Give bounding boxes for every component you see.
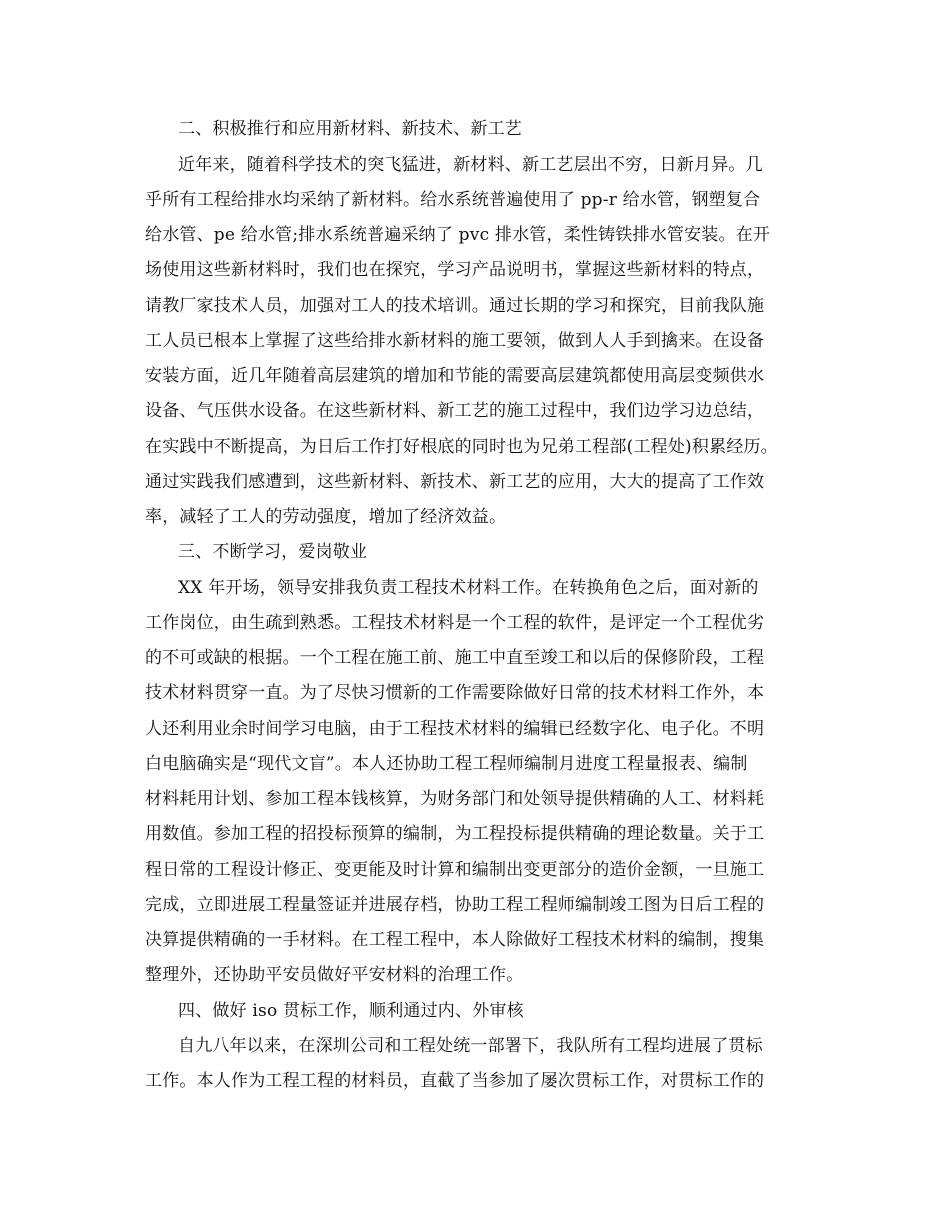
- paragraph-line: 白电脑确实是“现代文盲”。本人还协助工程工程师编制月进度工程量报表、编制: [145, 754, 748, 774]
- section-heading: 三、不断学习，爱岗敬业: [178, 542, 368, 562]
- paragraph-line: 人还利用业余时间学习电脑，由于工程技术材料的编辑已经数字化、电子化。不明: [145, 719, 765, 739]
- paragraph-line: 用数值。参加工程的招投标预算的编制，为工程投标提供精确的理论数量。关于工: [145, 824, 765, 844]
- paragraph-line: 技术材料贯穿一直。为了尽快习惯新的工作需要除做好日常的技术材料工作外，本: [145, 683, 765, 703]
- paragraph-line: 自九八年以来，在深圳公司和工程处统一部署下，我队所有工程均进展了贯标: [178, 1036, 763, 1056]
- paragraph-line: 在实践中不断提高，为日后工作打好根底的同时也为兄弟工程部(工程处)积累经历。: [145, 437, 778, 457]
- paragraph-line: 完成，立即进展工程量签证并进展存档，协助工程工程师编制竣工图为日后工程的: [145, 895, 765, 915]
- paragraph-line: 场使用这些新材料时，我们也在探究，学习产品说明书，掌握这些新材料的特点，: [145, 260, 765, 280]
- paragraph-line: 工作。本人作为工程工程的材料员，直截了当参加了屡次贯标工作，对贯标工作的: [145, 1071, 765, 1091]
- paragraph-line: 安装方面，近几年随着高层建筑的增加和节能的需要高层建筑都使用高层变频供水: [145, 366, 765, 386]
- paragraph-line: 程日常的工程设计修正、变更能及时计算和编制出变更部分的造价金额，一旦施工: [145, 860, 765, 880]
- paragraph-line: 决算提供精确的一手材料。在工程工程中，本人除做好工程技术材料的编制，搜集: [145, 930, 765, 950]
- paragraph-line: XX 年开场，领导安排我负责工程技术材料工作。在转换角色之后，面对新的: [178, 578, 759, 598]
- paragraph-line: 工作岗位，由生疏到熟悉。工程技术材料是一个工程的软件，是评定一个工程优劣: [145, 613, 765, 633]
- section-heading: 二、积极推行和应用新材料、新技术、新工艺: [178, 119, 522, 139]
- paragraph-line: 材料耗用计划、参加工程本钱核算，为财务部门和处领导提供精确的人工、材料耗: [145, 789, 765, 809]
- paragraph-line: 乎所有工程给排水均采纳了新材料。给水系统普遍使用了 pp-r 给水管，钢塑复合: [145, 190, 761, 210]
- paragraph-line: 设备、气压供水设备。在这些新材料、新工艺的施工过程中，我们边学习边总结，: [145, 401, 765, 421]
- paragraph-line: 整理外，还协助平安员做好平安材料的治理工作。: [145, 965, 524, 985]
- paragraph-line: 近年来，随着科学技术的突飞猛进，新材料、新工艺层出不穷，日新月异。几: [178, 155, 763, 175]
- paragraph-line: 请教厂家技术人员，加强对工人的技术培训。通过长期的学习和探究，目前我队施: [145, 296, 765, 316]
- paragraph-line: 通过实践我们感遭到，这些新材料、新技术、新工艺的应用，大大的提高了工作效: [145, 472, 765, 492]
- section-heading: 四、做好 iso 贯标工作，顺利通过内、外审核: [178, 1001, 524, 1021]
- paragraph-line: 给水管、pe 给水管;排水系统普遍采纳了 pvc 排水管，柔性铸铁排水管安装。在开: [145, 225, 771, 245]
- paragraph-line: 率，减轻了工人的劳动强度，增加了经济效益。: [145, 507, 507, 527]
- paragraph-line: 的不可或缺的根据。一个工程在施工前、施工中直至竣工和以后的保修阶段，工程: [145, 648, 765, 668]
- paragraph-line: 工人员已根本上掌握了这些给排水新材料的施工要领，做到人人手到擒来。在设备: [145, 331, 765, 351]
